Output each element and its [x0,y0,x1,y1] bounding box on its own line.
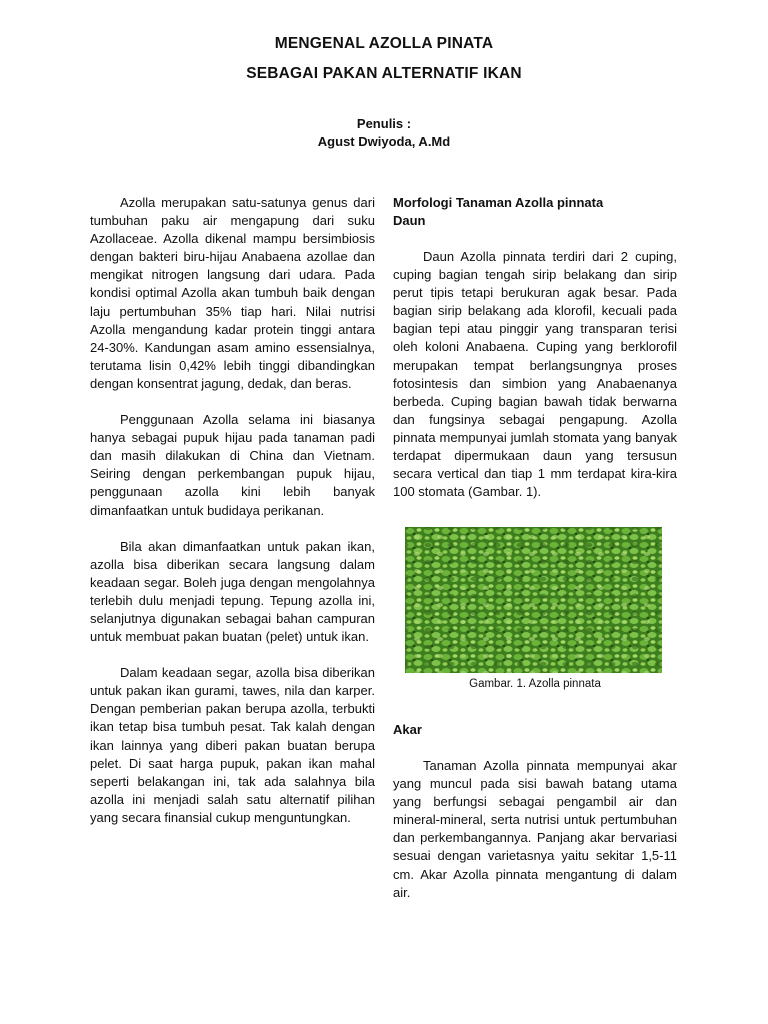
paragraph-intro: Azolla merupakan satu-satunya genus dari tumbuhan paku air mengapung dari suku Azollaceae. Azolla dikenal mampu bersimbiosis dengan bakteri biru-hijau Anabaena azollae dan mengikat nitrogen langsung dari udara. Pada kondisi optimal Azolla akan tumbuh baik dengan laju pertumbuhan 35% tiap hari. Nilai nutrisi Azolla mengandung kadar protein tinggi antara 24-30%. Kandungan asam amino essensialnya, terutama lisin 0,42% lebih tinggi dibandingkan dengan konsentrat jagung, dedak, dan beras. [90,195,375,391]
paragraph-daun: Daun Azolla pinnata terdiri dari 2 cuping, cuping bagian tengah sirip belakang dan sirip perut tipis tetapi berukuran agak besar. Pada bagian sirip belakang ada klorofil, kecuali pada bagian tepi atau pinggir yang transparan terisi oleh koloni Anabaena. Cuping yang berklorofil merupakan tempat berlangsungnya proses fotosintesis dan simbion yang Anabaenanya berbeda. Cuping bagian bawah tidak berwarna dan fungsinya sebagai pengapung. Azolla pinnata mempunyai jumlah stomata yang banyak terdapat dipermukaan daun yang tersusun secara vertical dan tiap 1 mm terdapat kira-kira 100 stomata (Gambar. 1). [393,249,677,500]
akar-section [393,721,677,902]
author-label: Penulis : [356,116,412,131]
right-column [393,194,677,519]
subheading-daun: Daun [393,213,426,228]
figure-caption: Gambar. 1. Azolla pinnata [469,678,601,690]
azolla-figure-image [405,527,662,673]
subheading-akar: Akar [393,722,422,737]
paragraph-akar: Tanaman Azolla pinnata mempunyai akar yang muncul pada sisi bawah batang utama yang berfungsi sebagai pengambil air dan mineral-mineral, serta nutrisi untuk pertumbuhan dan perkembangannya. Panjang akar bervariasi sesuai dengan varietasnya yaitu sekitar 1,5-11 cm. Akar Azolla pinnata mengantung di dalam air. [393,758,677,900]
document-title-line-1: MENGENAL AZOLLA PINATA [274,35,494,52]
section-heading-morfologi: Morfologi Tanaman Azolla pinnata [393,195,604,210]
paragraph-feed-preparation: Bila akan dimanfaatkan untuk pakan ikan, azolla bisa diberikan secara langsung dalam keadaan segar. Boleh juga dengan mengolahnya terlebih dulu menjadi tepung. Tepung azolla ini, selanjutnya digunakan sebagai bahan campuran untuk membuat pakan buatan (pelet) untuk ikan. [90,538,375,645]
document-title-line-2: SEBAGAI PAKAN ALTERNATIF IKAN [246,65,522,82]
paragraph-fresh-feeding: Dalam keadaan segar, azolla bisa diberikan untuk pakan ikan gurami, tawes, nila dan karper. Dengan pemberian pakan berupa azolla, terbukti ikan tetap bisa tumbuh pesat. Tak kalah dengan ikan lainnya yang diberi pakan buatan berupa pelet. Di saat harga pupuk, pakan ikan mahal seperti belakangan ini, tak ada salahnya bila azolla ini menjadi salah satu alternatif pilihan yang secara finansial cukup menguntungkan. [90,665,375,825]
left-column [90,194,375,845]
author-name: Agust Dwiyoda, A.Md [317,134,451,149]
paragraph-usage: Penggunaan Azolla selama ini biasanya hanya sebagai pupuk hijau pada tanaman padi dan masih dilakukan di China dan Vietnam. Seiring dengan perkembangan pupuk hijau, penggunaan azolla kini lebih banyak dimanfaatkan untuk budidaya perikanan. [90,412,375,518]
